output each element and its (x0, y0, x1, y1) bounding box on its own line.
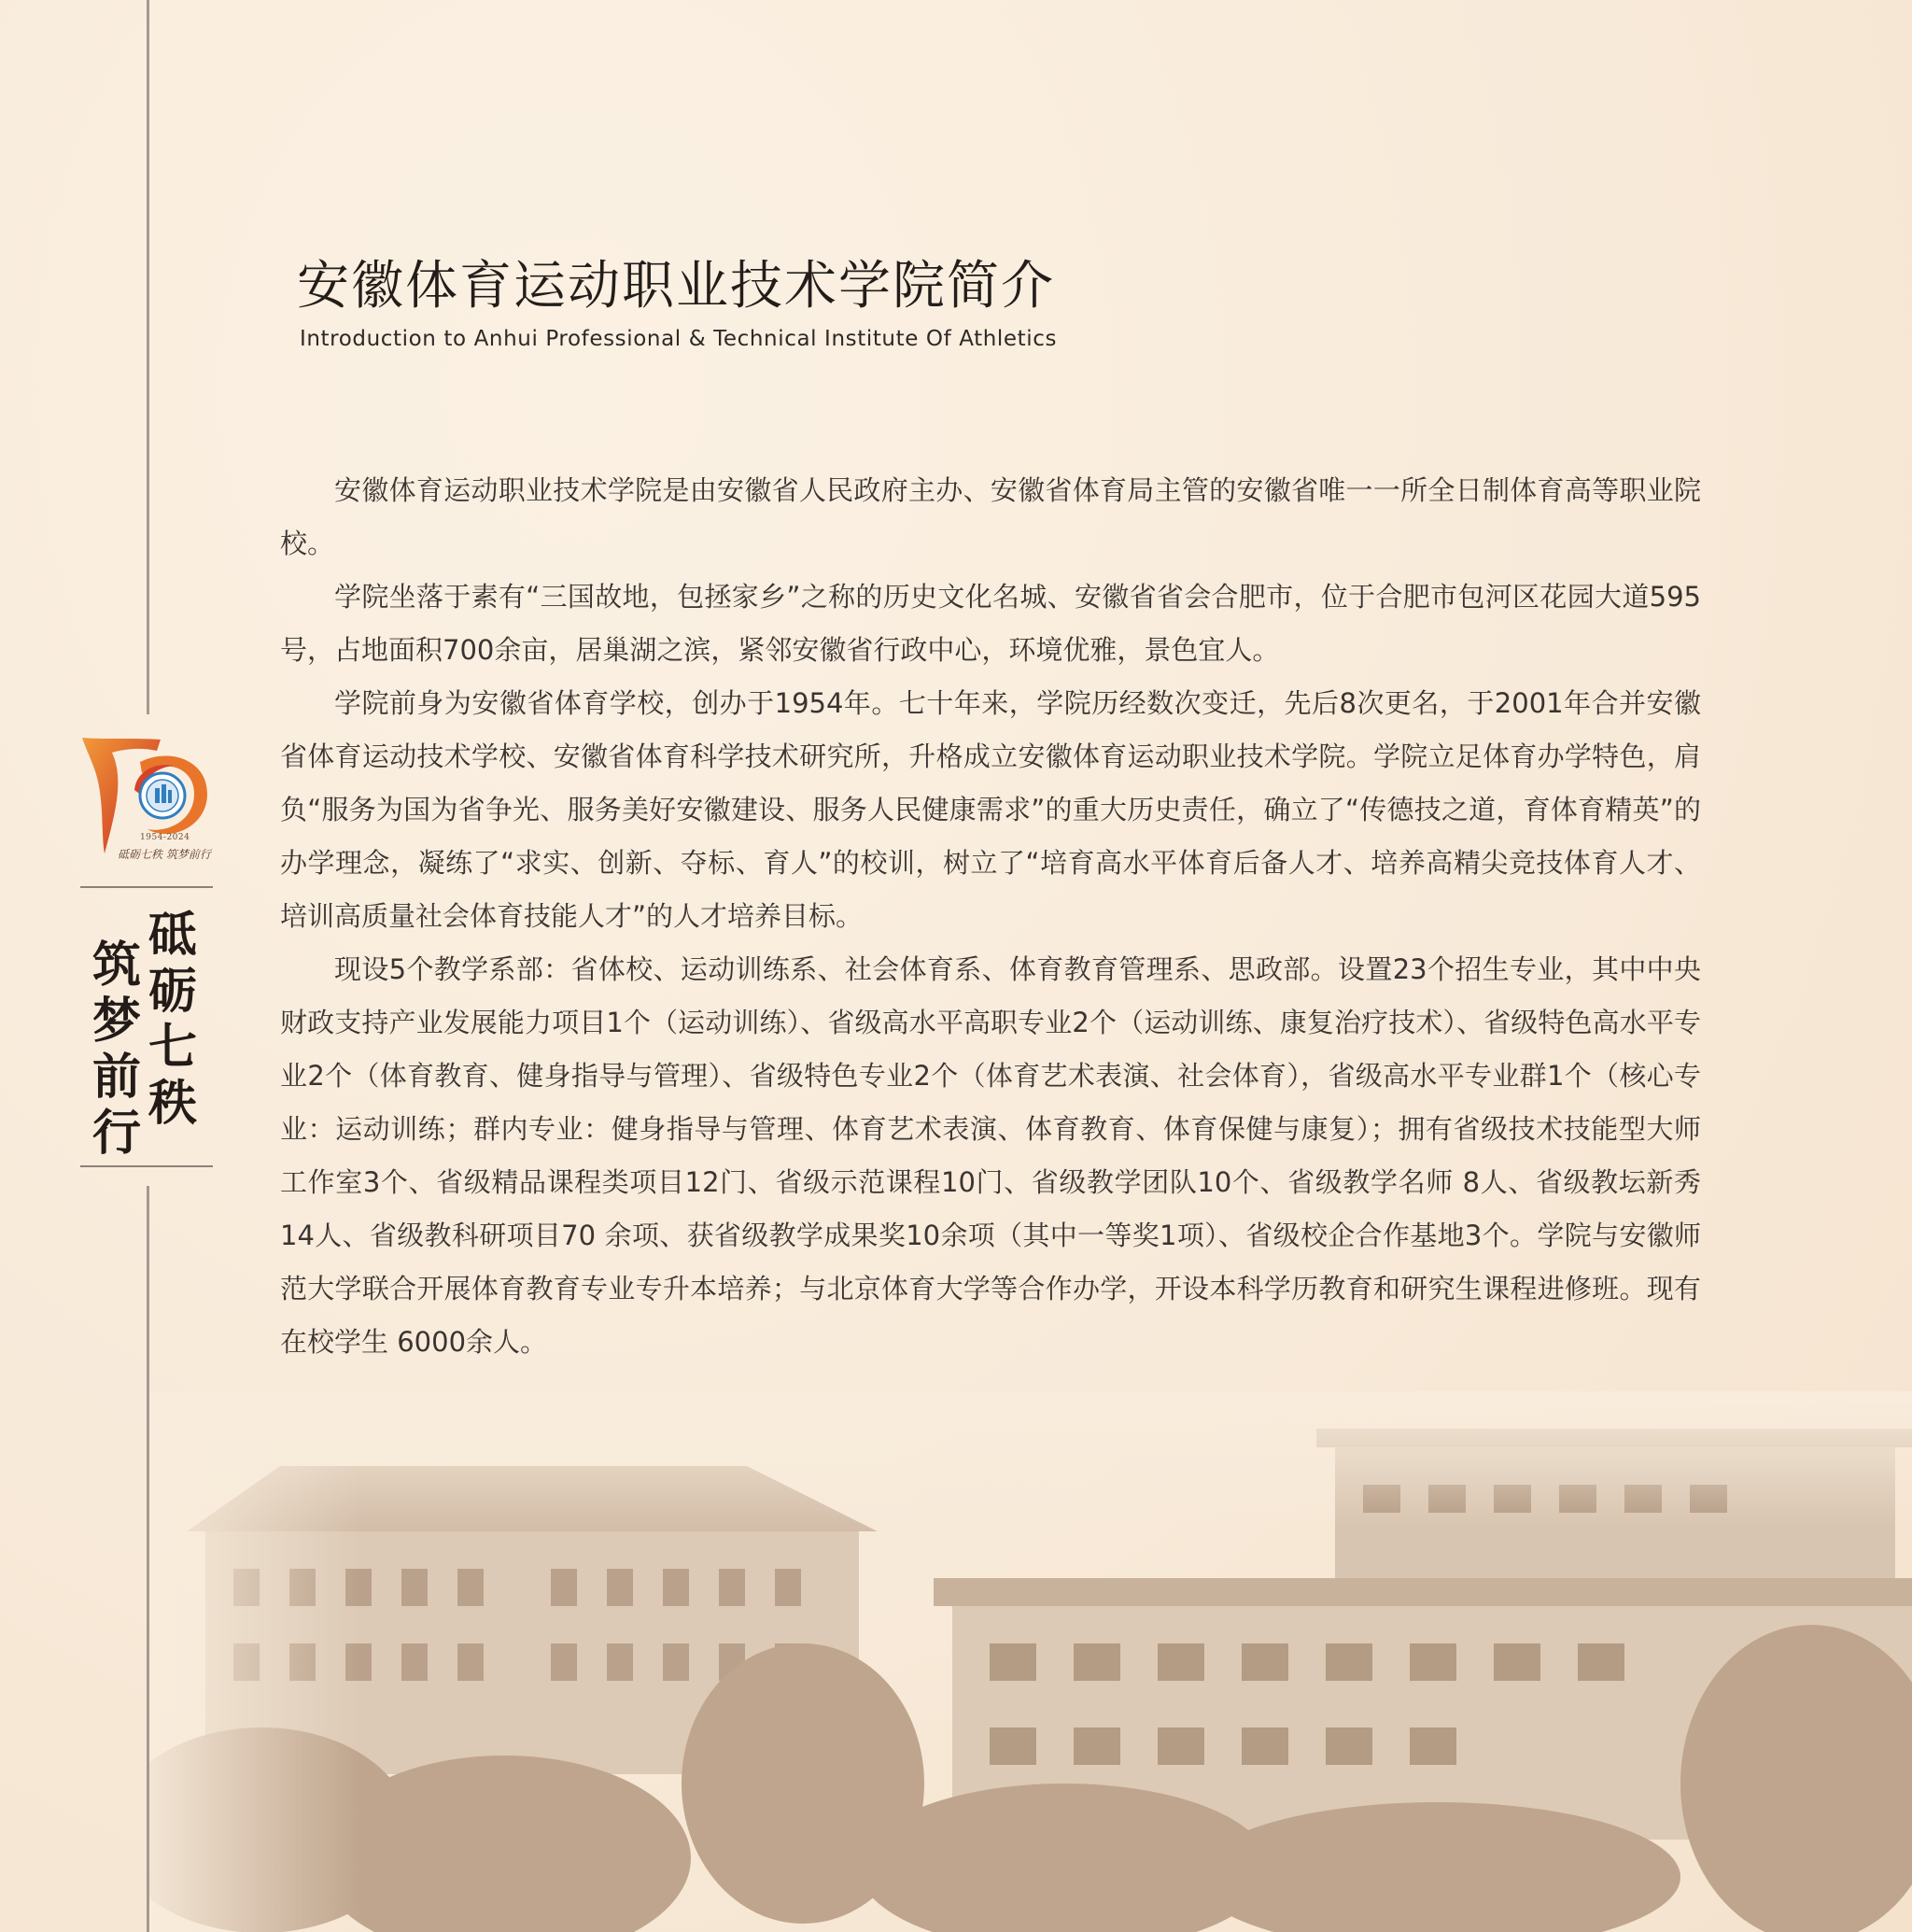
page-subtitle: Introduction to Anhui Professional & Technical Institute Of Athletics (300, 327, 1058, 351)
paragraph: 学院坐落于素有“三国故地，包拯家乡”之称的历史文化名城、安徽省省会合肥市，位于合肥市包河区花园大道595号，占地面积700余亩，居巢湖之滨，紧邻安徽省行政中心，环境优雅，景色宜人。 (280, 581, 1701, 666)
motto-column-left (90, 938, 144, 1162)
motto-char: 筑 (91, 937, 141, 994)
page-title: 安徽体育运动职业技术学院简介 (297, 256, 1055, 317)
paragraph: 学院前身为安徽省体育学校，创办于1954年。七十年来，学院历经数次变迁，先后8次更名，于2001年合并安徽省体育运动技术学校、安徽省体育科学技术研究所，升格成立安徽体育运动职业技术学院。学院立足体育办学特色，肩负“服务为国为省争光、服务美好安徽建设、服务人民健康需求”的重大历史责任，确立了“传德技之道，育体育精英”的办学理念，凝练了“求实、创新、夺标、育人”的校训，树立了“培育高水平体育后备人才、培养高精尖竞技体育人才、培训高质量社会体育技能人才”的人才培养目标。 (280, 687, 1701, 932)
motto-char: 砥 (148, 907, 197, 964)
emblem-slogan: 砥砺七秩 筑梦前行 (118, 848, 211, 861)
paragraph: 现设5个教学系部：省体校、运动训练系、社会体育系、体育教育管理系、思政部。设置23个招生专业，其中中央财政支持产业发展能力项目1个（运动训练）、省级高水平高职专业2个（运动训练、康复治疗技术）、省级特色高水平专业2个（体育教育、健身指导与管理）、省级特色专业2个（体育艺术表演、社会体育），省级高水平专业群1个（核心专业：运动训练；群内专业：健身指导与管理、体育艺术表演、体育教育、体育保健与康复）；拥有省级技术技能型大师工作室3个、省级精品课程类项目12门、省级示范课程10门、省级教学团队10个、省级教学名师 8人、省级教坛新秀14人、省级教科研项目70 余项、获省级教学成果奖10余项（其中一等奖1项）、省级校企合作基地3个。学院与安徽师范大学联合开展体育教育专业专升本培养；与北京体育大学等合作办学，开设本科学历教育和研究生课程进修班。现有在校学生 6000余人。 (280, 953, 1701, 1358)
introduction-body (280, 464, 1701, 1369)
motto-char: 行 (91, 1105, 141, 1162)
motto-divider-bottom (80, 1165, 213, 1167)
motto-char: 秩 (148, 1075, 197, 1132)
motto-char: 前 (91, 1049, 141, 1106)
campus-building-photo (149, 1391, 1912, 1932)
paragraph: 安徽体育运动职业技术学院是由安徽省人民政府主办、安徽省体育局主管的安徽省唯一一所全日制体育高等职业院校。 (280, 474, 1701, 559)
left-vertical-rule-top (147, 0, 149, 714)
motto-char: 梦 (91, 993, 141, 1050)
motto-divider-top (80, 886, 213, 888)
emblem-years: 1954-2024 (140, 833, 190, 842)
motto-column-right (146, 908, 200, 1132)
motto-char: 砺 (148, 963, 197, 1020)
motto-char: 七 (148, 1019, 197, 1076)
